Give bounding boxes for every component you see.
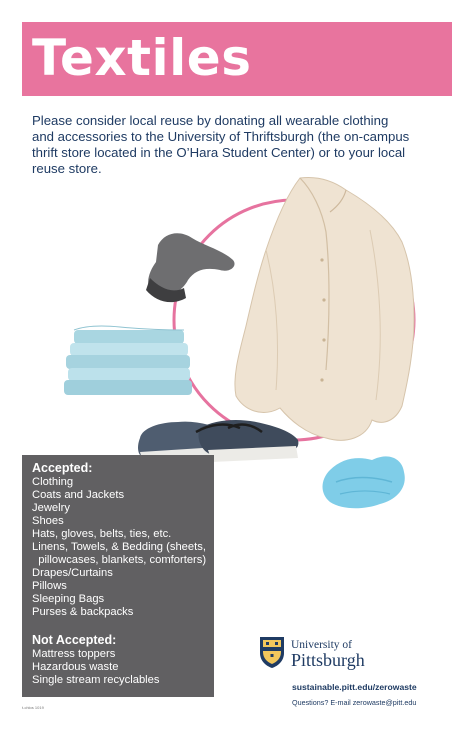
intro-text xyxy=(32,113,437,177)
footer-link[interactable]: sustainable.pitt.edu/zerowaste xyxy=(292,682,417,692)
list-item: Sleeping Bags xyxy=(32,593,105,605)
list-item: Mattress toppers xyxy=(32,648,116,660)
list-item: Purses & backpacks xyxy=(32,606,134,618)
not-accepted-list xyxy=(32,648,212,687)
logo-line-2: Pittsburgh xyxy=(291,650,365,670)
accepted-heading: Accepted: xyxy=(32,461,93,475)
list-item: Clothing xyxy=(32,476,74,488)
footer-contact: Questions? E-mail zerowaste@pitt.edu xyxy=(292,698,417,707)
list-item: Jewelry xyxy=(32,502,70,514)
list-item: Single stream recyclables xyxy=(32,674,160,686)
list-item: Linens, Towels, & Bedding (sheets, xyxy=(32,541,206,553)
intro-line: Please consider local reuse by donating all wearable clothing xyxy=(32,113,389,128)
folded-linens-image xyxy=(64,326,192,395)
list-item: Drapes/Curtains xyxy=(32,567,113,579)
list-item: Hats, gloves, belts, ties, etc. xyxy=(32,528,172,540)
not-accepted-heading: Not Accepted: xyxy=(32,633,117,647)
accepted-panel xyxy=(22,455,214,697)
shirt-image xyxy=(235,178,414,441)
intro-line: reuse store. xyxy=(32,161,102,176)
intro-line: and accessories to the University of Thriftsburgh (the on-campus xyxy=(32,129,410,144)
list-item: Hazardous waste xyxy=(32,661,119,673)
list-item: Pillows xyxy=(32,580,67,592)
list-item: pillowcases, blankets, comforters) xyxy=(32,554,207,566)
list-item: Coats and Jackets xyxy=(32,489,125,501)
intro-line: thrift store located in the O’Hara Student Center) or to your local xyxy=(32,145,406,160)
list-item: Shoes xyxy=(32,515,64,527)
page-title: Textiles xyxy=(32,29,252,87)
pitt-shield-icon xyxy=(258,635,286,669)
logo-line-1: University of xyxy=(291,639,353,651)
document-code: t-chlos 1019 xyxy=(22,705,44,710)
sock-image xyxy=(146,233,235,302)
university-logo xyxy=(258,633,398,673)
towel-image xyxy=(323,456,405,508)
accepted-list xyxy=(32,476,212,619)
title-banner xyxy=(22,22,452,96)
